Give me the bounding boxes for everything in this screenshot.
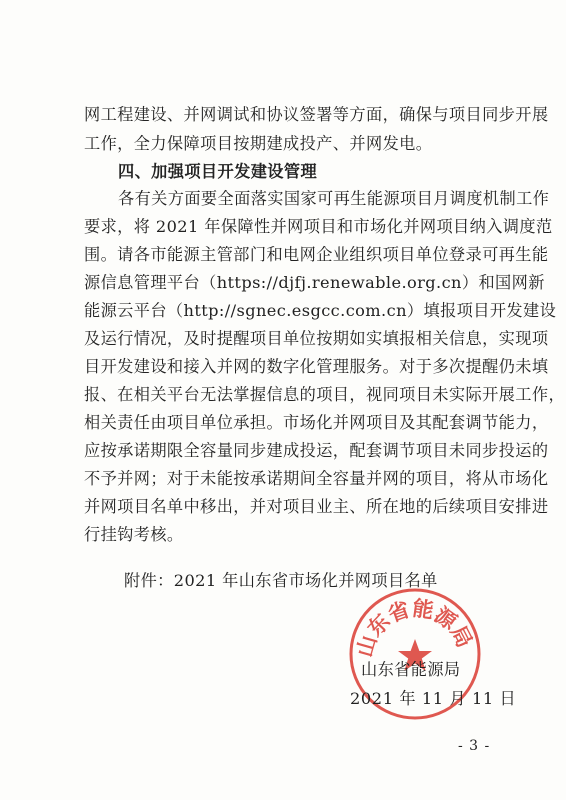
- body-line: 相关责任由项目单位承担。市场化并网项目及其配套调节能力，: [84, 413, 549, 432]
- body-line: 行挂钩考核。: [84, 525, 184, 544]
- body-line: 报、在相关平台无法掌握信息的项目，视同项目未实际开展工作，: [84, 385, 566, 404]
- attachment-note: 附件：2021 年山东省市场化并网项目名单: [124, 571, 438, 590]
- body-line: 不予并网；对于未能按承诺期间全容量并网的项目，将从市场化: [84, 469, 549, 488]
- body-line: 及运行情况，及时提醒项目单位按期如实填报相关信息，实现项: [84, 329, 549, 348]
- body-line: 能源云平台（http://sgnec.esgcc.com.cn）填报项目开发建设: [84, 301, 557, 320]
- body-line: 应按承诺期限全容量同步建成投运，配套调节项目未同步投运的: [84, 441, 549, 460]
- issue-date: 2021 年 11 月 11 日: [350, 689, 517, 708]
- body-line: 目开发建设和接入并网的数字化管理服务。对于多次提醒仍未填: [84, 357, 549, 376]
- body-line: 要求，将 2021 年保障性并网项目和市场化并网项目纳入调度范: [84, 217, 553, 236]
- body-line: 网工程建设、并网调试和协议签署等方面，确保与项目同步开展: [84, 105, 549, 124]
- body-line: 并网项目名单中移出，并对项目业主、所在地的后续项目安排进: [84, 497, 549, 516]
- section-heading: 四、加强项目开发建设管理: [118, 162, 318, 181]
- issuing-authority: 山东省能源局: [361, 660, 461, 679]
- seal-text: 山东省能源局: [352, 596, 477, 660]
- page-number: - 3 -: [458, 738, 491, 754]
- body-line: 工作，全力保障项目按期建成投产、并网发电。: [84, 134, 433, 153]
- body-line: 源信息管理平台（https://djfj.renewable.org.cn）和国网新: [84, 273, 545, 292]
- body-line: 围。请各市能源主管部门和电网企业组织项目单位登录可再生能: [84, 245, 549, 264]
- body-line: 各有关方面要全面落实国家可再生能源项目月调度机制工作: [118, 189, 550, 208]
